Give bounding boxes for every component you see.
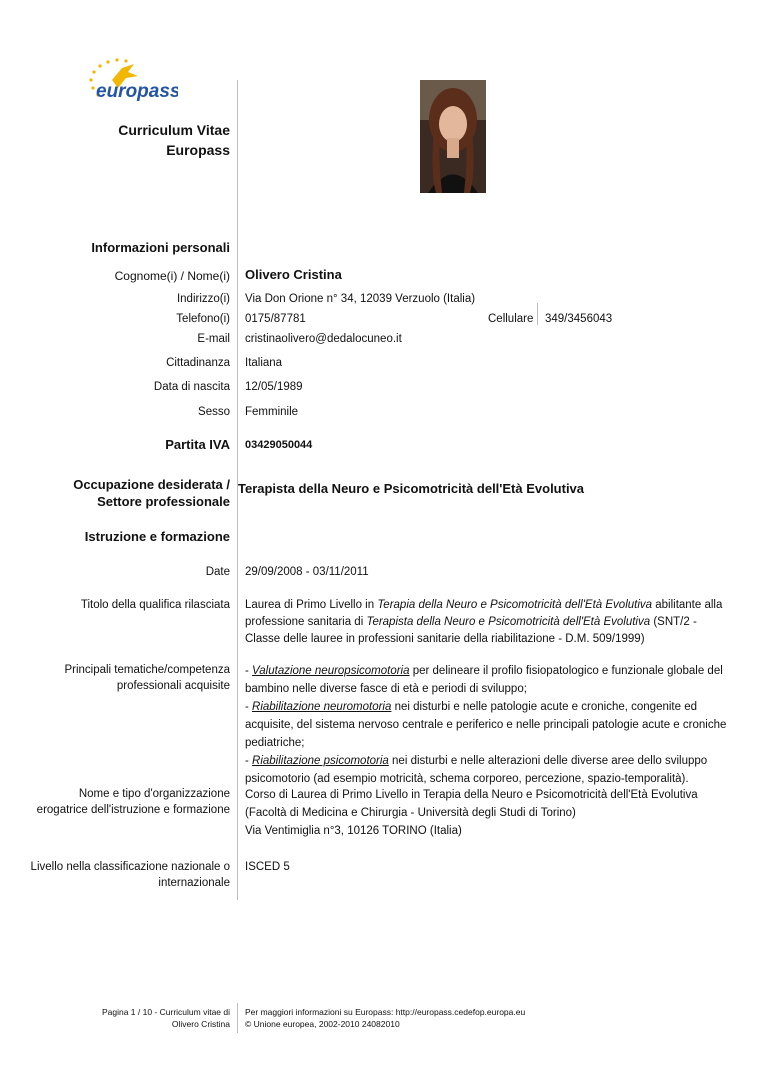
svg-text:europass: europass (96, 81, 178, 102)
mobile-label: Cellulare (488, 313, 534, 325)
profile-photo (420, 80, 486, 193)
name-value: Olivero Cristina (245, 267, 342, 282)
address-label: Indirizzo(i) (176, 293, 230, 305)
portrait-image (420, 80, 486, 193)
skill-item: - Riabilitazione neuromotoria nei disturbi e nelle patologie acute e croniche, congenite ed acquisite, del sistema nervoso centrale e periferico e nelle principali patologie acute e croniche pediatriche; (245, 701, 727, 749)
skill-item: - Valutazione neuropsicomotoria per delineare il profilo fisiopatologico e funzionale globale del bambino nelle diverse fasce di età e periodi di sviluppo; (245, 665, 723, 695)
mobile-divider (537, 303, 538, 325)
sex-value: Femminile (245, 406, 299, 418)
europass-logo (82, 52, 178, 106)
email-label: E-mail (197, 333, 230, 345)
phone-label: Telefono(i) (176, 313, 230, 325)
qualification-value: Laurea di Primo Livello in Terapia della Neuro e Psicomotricità dell'Età Evolutiva abilitante alla professione sanitaria di Terapista della Neuro e Psicomotricità dell'Età Evolutiva (SNT/2 - Classe delle lauree in professioni sanitarie della riabilitazione - D.M. 509/1999) (245, 599, 723, 645)
skills-value (245, 662, 735, 788)
section-title-education: Istruzione e formazione (84, 529, 230, 544)
section-title-personal: Informazioni personali (91, 240, 230, 255)
address-value: Via Don Orione n° 34, 12039 Verzuolo (Italia) (245, 293, 476, 305)
email-value[interactable]: cristinaolivero@dedalocuneo.it (245, 333, 402, 345)
birth-value: 12/05/1989 (245, 381, 303, 393)
footer-divider (237, 1003, 238, 1033)
level-label: Livello nella classificazione nazionale o internazionale (30, 861, 230, 889)
date-value: 29/09/2008 - 03/11/2011 (245, 566, 369, 578)
occupation-value: Terapista della Neuro e Psicomotricità dell'Età Evolutiva (238, 481, 585, 496)
qualification-label: Titolo della qualifica rilasciata (80, 599, 230, 611)
phone-value: 0175/87781 (245, 313, 306, 325)
skill-item: - Riabilitazione psicomotoria nei disturbi e nelle alterazioni delle diverse aree dello sviluppo psicomotorio (ad esempio motricità, schema corporeo, percezione, spazio-temporalità). (245, 755, 708, 785)
vat-label: Partita IVA (165, 437, 230, 452)
sex-label: Sesso (198, 406, 230, 418)
skills-label: Principali tematiche/competenza professionali acquisite (64, 664, 230, 692)
citizenship-label: Cittadinanza (166, 357, 230, 369)
name-label: Cognome(i) / Nome(i) (114, 269, 230, 283)
vat-value: 03429050044 (245, 439, 313, 451)
occupation-label: Occupazione desiderata / Settore professionale (73, 477, 230, 509)
date-label: Date (205, 566, 230, 578)
footer-page-info: Pagina 1 / 10 - Curriculum vitae di Olivero Cristina (101, 1007, 230, 1029)
level-value: ISCED 5 (245, 861, 290, 873)
birth-label: Data di nascita (153, 381, 230, 393)
cv-title: Curriculum Vitae Europass (118, 122, 230, 158)
footer-europass-info: Per maggiori informazioni su Europass: http://europass.cedefop.europa.eu © Unione europea, 2002-2010 24082010 (245, 1007, 526, 1029)
org-value: Corso di Laurea di Primo Livello in Terapia della Neuro e Psicomotricità dell'Età Evolutiva (Facoltà di Medicina e Chirurgia - Università degli Studi di Torino) Via Ventimiglia n°3, 10126 TORINO (Italia) (245, 789, 698, 837)
org-label: Nome e tipo d'organizzazione erogatrice dell'istruzione e formazione (36, 788, 230, 816)
citizenship-value: Italiana (245, 357, 283, 369)
europass-stars-icon (82, 52, 178, 106)
mobile-value: 349/3456043 (545, 313, 613, 325)
